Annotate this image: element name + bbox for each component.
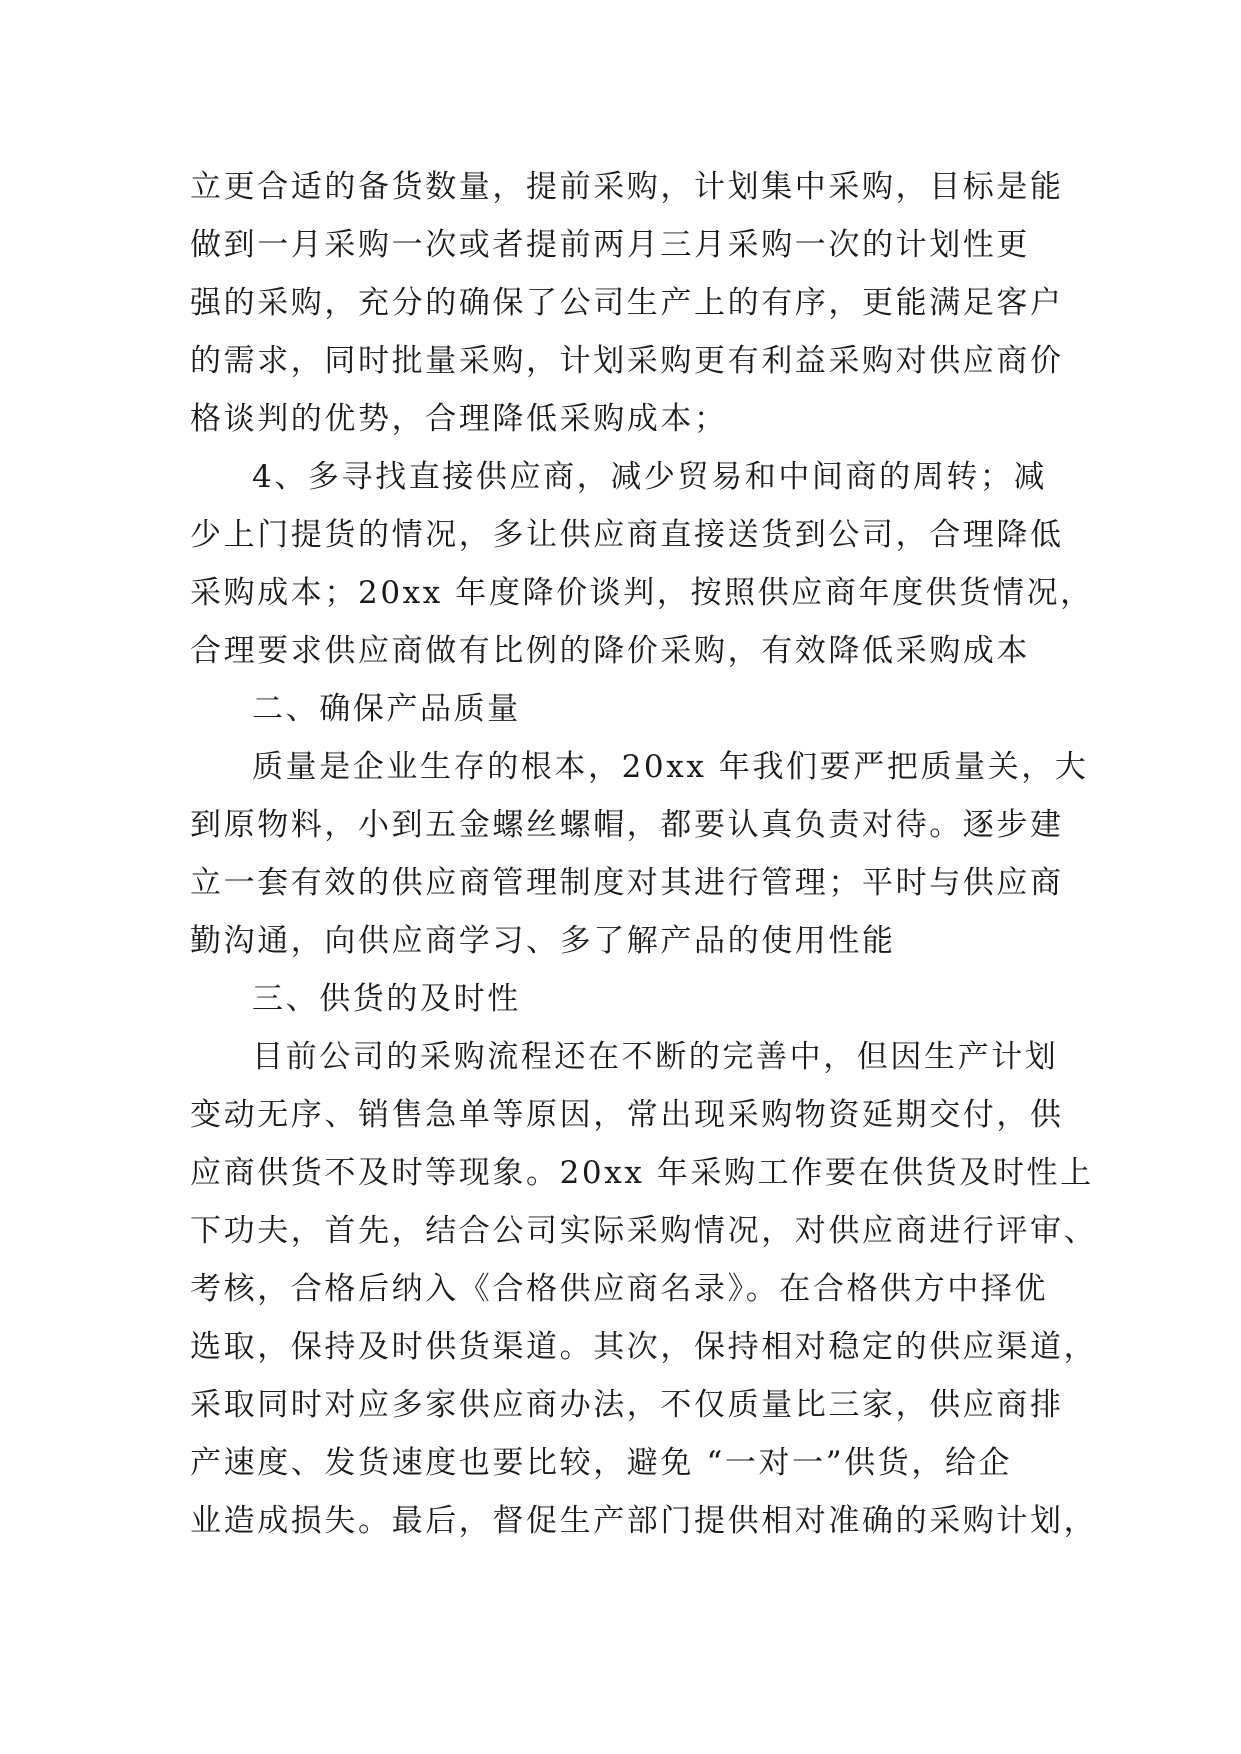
section-heading-timeliness: 三、供货的及时性 [252, 981, 521, 1017]
text-line: 应商供货不及时等现象。20xx 年采购工作要在供货及时性上 [190, 1155, 1094, 1191]
paragraph-timeliness-start: 目前公司的采购流程还在不断的完善中，但因生产计划 [252, 1039, 1059, 1075]
text-line: 立一套有效的供应商管理制度对其进行管理；平时与供应商 [190, 865, 1064, 901]
text-line: 立更合适的备货数量，提前采购，计划集中采购，目标是能 [190, 169, 1064, 205]
section-heading-quality: 二、确保产品质量 [252, 691, 521, 727]
text-line: 合理要求供应商做有比例的降价采购，有效降低采购成本 [190, 633, 1030, 669]
text-line: 变动无序、销售急单等原因，常出现采购物资延期交付，供 [190, 1097, 1064, 1133]
paragraph-4-start: 4、多寻找直接供应商，减少贸易和中间商的周转；减 [252, 459, 1048, 495]
text-line: 考核，合格后纳入《合格供应商名录》。在合格供方中择优 [190, 1271, 1049, 1307]
text-line: 少上门提货的情况，多让供应商直接送货到公司，合理降低 [190, 517, 1064, 553]
paragraph-quality-start: 质量是企业生存的根本，20xx 年我们要严把质量关，大 [252, 749, 1089, 785]
text-line: 强的采购，充分的确保了公司生产上的有序，更能满足客户 [190, 285, 1064, 321]
text-line: 产速度、发货速度也要比较，避免 “一对一”供货，给企 [190, 1445, 1013, 1481]
text-line: 的需求，同时批量采购，计划采购更有利益采购对供应商价 [190, 343, 1064, 379]
text-line: 采购成本；20xx 年度降价谈判，按照供应商年度供货情况， [190, 575, 1094, 611]
text-line: 采取同时对应多家供应商办法，不仅质量比三家，供应商排 [190, 1387, 1064, 1423]
text-line: 做到一月采购一次或者提前两月三月采购一次的计划性更 [190, 227, 1030, 263]
text-line: 下功夫，首先，结合公司实际采购情况，对供应商进行评审、 [190, 1213, 1098, 1249]
text-line: 到原物料，小到五金螺丝螺帽，都要认真负责对待。逐步建 [190, 807, 1064, 843]
document-body [190, 158, 1098, 1550]
text-line: 选取，保持及时供货渠道。其次，保持相对稳定的供应渠道， [190, 1329, 1098, 1365]
text-line: 业造成损失。最后，督促生产部门提供相对准确的采购计划， [190, 1503, 1098, 1539]
text-line: 勤沟通，向供应商学习、多了解产品的使用性能 [190, 923, 896, 959]
text-line: 格谈判的优势，合理降低采购成本； [190, 401, 728, 437]
